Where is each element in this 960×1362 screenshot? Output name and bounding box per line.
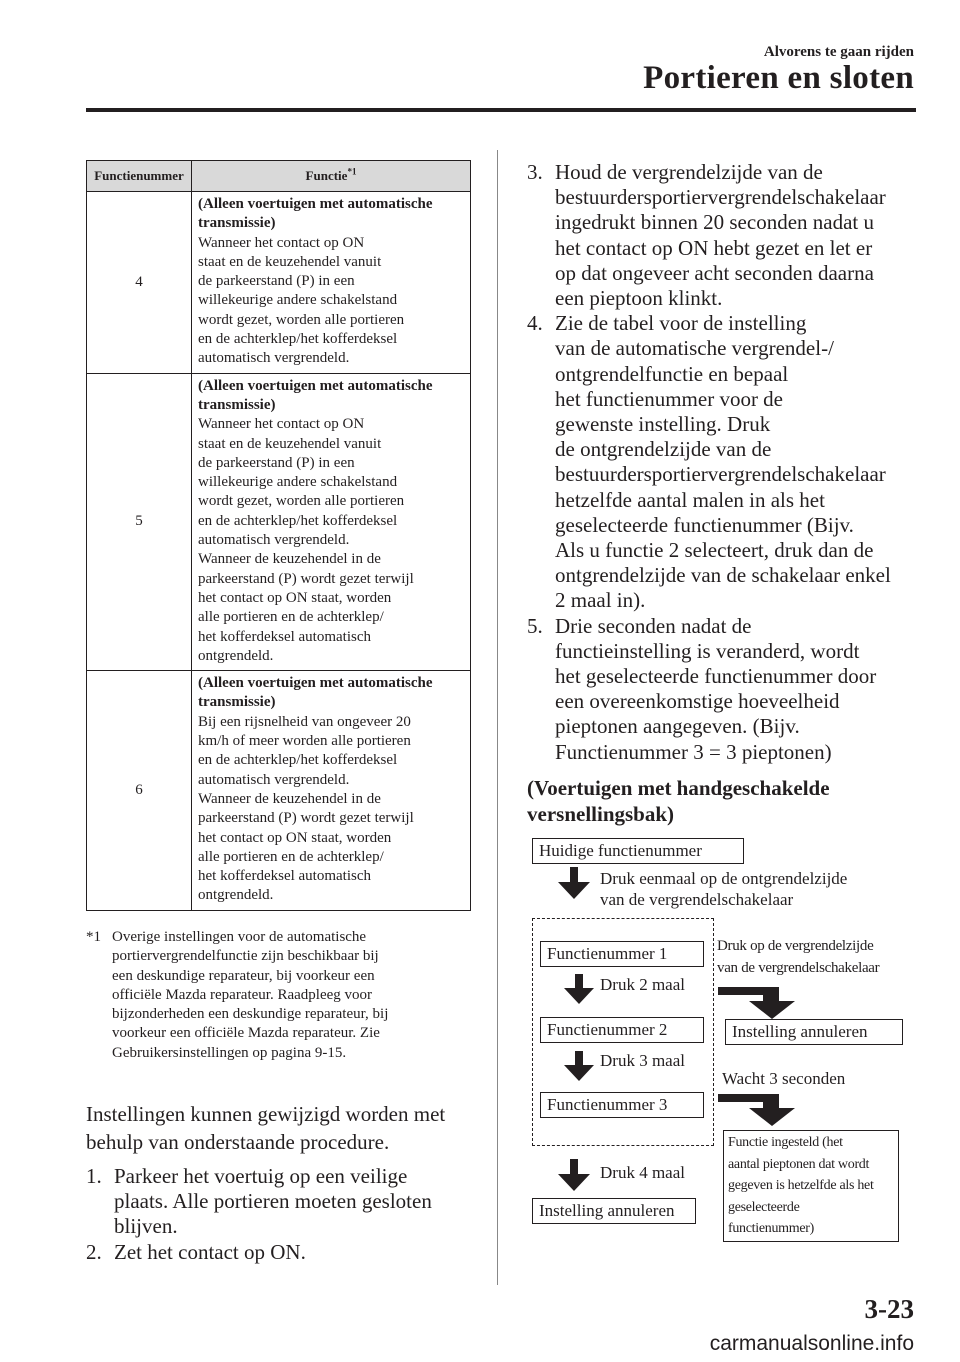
table-row <box>87 671 471 911</box>
right-down-arrow-icon <box>717 1090 799 1128</box>
step-number: 5. <box>527 613 543 638</box>
flow-function-3: Functienummer 3 <box>540 1092 704 1118</box>
steps-left <box>86 1164 486 1265</box>
section-subheading: (Voertuigen met handgeschakelde versnellingsbak) <box>527 776 830 826</box>
table-row <box>87 373 471 670</box>
footnote-mark: *1 <box>86 929 101 945</box>
table-header-number: Functienummer <box>87 161 192 192</box>
page-title: Portieren en sloten <box>643 60 914 96</box>
column-divider <box>497 150 498 1285</box>
flow-current-function: Huidige functienummer <box>532 838 744 864</box>
function-text: Wanneer het contact op ON staat en de keuzehendel vanuit de parkeerstand (P) in een willekeurige andere schakelstand wordt gezet, worden alle portieren en de achterklep/het kofferdeksel automatisch vergrendeld. <box>198 234 405 367</box>
function-description <box>192 192 471 374</box>
down-arrow-icon <box>556 1158 598 1194</box>
flow-press-2: Druk 2 maal <box>600 975 685 994</box>
page-number: 3-23 <box>864 1294 914 1324</box>
flow-wait-note: Wacht 3 seconden <box>722 1069 846 1088</box>
intro-paragraph: Instellingen kunnen gewijzigd worden met behulp van onderstaande procedure. <box>86 1102 446 1154</box>
down-arrow-icon <box>562 973 602 1007</box>
step-number: 4. <box>527 311 543 336</box>
flow-cancel-setting-2: Instelling annuleren <box>725 1019 903 1045</box>
function-condition: (Alleen voertuigen met automatische transmissie) <box>198 377 433 413</box>
flow-press-once-note: Druk eenmaal op de ontgrendelzijde van de vergrendelschakelaar <box>600 869 848 909</box>
table-header-function-label: Functie <box>305 168 348 183</box>
footnote-text: Overige instellingen voor de automatische portiervergrendelfunctie zijn beschikbaar bij een deskundige reparateur, bij voorkeur een officiële Mazda reparateur. Raadpleeg voor bijzonderheden een deskundige reparateur, bij voorkeur een officiële Mazda reparateur. Zie Gebruikersinstellingen op pagina 9-15. <box>112 929 389 1061</box>
section-label: Alvorens te gaan rijden <box>763 44 914 60</box>
watermark: carmanualsonline.info <box>709 1332 914 1355</box>
step-number: 1. <box>86 1164 102 1188</box>
table-header-footnote-ref: *1 <box>347 166 357 177</box>
step-text: Houd de vergrendelzijde van de bestuurdersportiervergrendelschakelaar ingedrukt binnen 20 seconden nadat u het contact op ON hebt gezet en let er op dat ongeveer acht seconden daarna een pieptoon klinkt. <box>555 160 886 311</box>
list-item <box>527 160 927 311</box>
step-text: Parkeer het voertuig op een veilige plaats. Alle portieren moeten gesloten blijven. <box>114 1164 432 1239</box>
flow-cancel-setting: Instelling annuleren <box>532 1198 696 1224</box>
table-row <box>87 192 471 374</box>
function-table <box>86 160 471 911</box>
flow-function-2: Functienummer 2 <box>540 1017 704 1043</box>
function-condition: (Alleen voertuigen met automatische transmissie) <box>198 675 433 711</box>
function-text: Bij een rijsnelheid van ongeveer 20 km/h of meer worden alle portieren en de achterklep/het kofferdeksel automatisch vergrendeld. Wanneer de keuzehendel in de parkeerstand (P) wordt gezet terwijl het contact op ON staat, worden alle portieren en de achterklep/ het kofferdeksel automatisch ontgrendeld. <box>198 713 414 904</box>
list-item <box>527 614 927 765</box>
step-number: 3. <box>527 160 543 184</box>
table-header-function <box>192 161 471 192</box>
flow-press-lock-note: Druk op de vergrendelzijde van de vergrendelschakelaar <box>717 938 880 976</box>
footnote <box>86 928 476 1063</box>
list-item <box>86 1164 486 1240</box>
steps-right <box>527 160 927 765</box>
flow-function-1: Functienummer 1 <box>540 941 704 967</box>
step-text: Zet het contact op ON. <box>114 1239 306 1264</box>
function-number: 4 <box>87 192 192 374</box>
step-text: Drie seconden nadat de functieinstelling is veranderd, wordt het geselecteerde functienummer door een overeenkomstige hoeveelheid pieptonen aangegeven. (Bijv. Functienummer 3 = 3 pieptonen) <box>555 613 877 764</box>
list-item <box>86 1240 486 1265</box>
function-description <box>192 373 471 670</box>
flow-function-set-result: Functie ingesteld (het aantal pieptonen dat wordt gegeven is hetzelfde als het geselecteerde functienummer) <box>723 1130 899 1242</box>
step-text: Zie de tabel voor de instelling van de automatische vergrendel-/ ontgrendelfunctie en bepaal het functienummer voor de gewenste instelling. Druk de ontgrendelzijde van de bestuurdersportiervergrendelschakelaar hetzelfde aantal malen in als het geselecteerde functienummer (Bijv. Als u functie 2 selecteert, druk dan de ontgrendelzijde van de schakelaar enkel 2 maal in). <box>555 311 891 613</box>
header-rule <box>86 108 916 112</box>
down-arrow-icon <box>562 1050 602 1084</box>
flow-press-3: Druk 3 maal <box>600 1051 685 1070</box>
function-number: 6 <box>87 671 192 911</box>
flow-press-4: Druk 4 maal <box>600 1163 685 1182</box>
function-number: 5 <box>87 373 192 670</box>
down-arrow-icon <box>556 866 598 902</box>
function-condition: (Alleen voertuigen met automatische transmissie) <box>198 196 433 232</box>
function-description <box>192 671 471 911</box>
function-text: Wanneer het contact op ON staat en de keuzehendel vanuit de parkeerstand (P) in een willekeurige andere schakelstand wordt gezet, worden alle portieren en de achterklep/het kofferdeksel automatisch vergrendeld. Wanneer de keuzehendel in de parkeerstand (P) wordt gezet terwijl het contact op ON staat, worden alle portieren en de achterklep/ het kofferdeksel automatisch ontgrendeld. <box>198 416 414 664</box>
step-number: 2. <box>86 1239 102 1264</box>
list-item <box>527 311 927 613</box>
right-down-arrow-icon <box>717 983 799 1021</box>
